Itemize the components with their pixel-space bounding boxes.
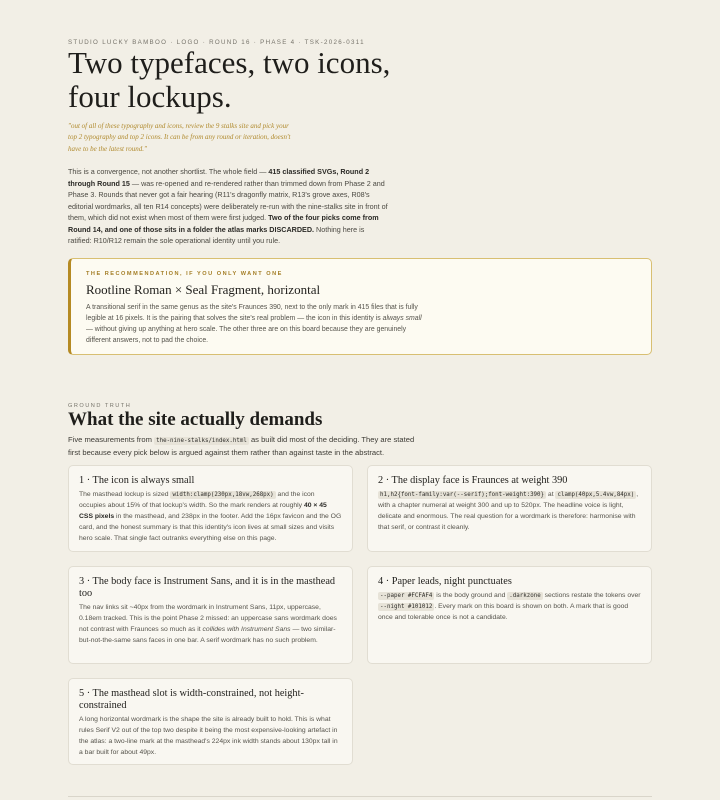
ground-truth-title: What the site actually demands bbox=[68, 409, 323, 430]
demand-card-icon-small bbox=[68, 465, 353, 552]
ground-truth-eyebrow: GROUND TRUTH bbox=[68, 403, 132, 409]
ground-truth-intro: Five measurements from the-nine-stalks/index.html as built did most of the deciding. They are stated first because every pick below is argued against them rather than against taste in the abstract. bbox=[68, 435, 415, 457]
demand-card-display-face bbox=[367, 465, 652, 552]
card-title: 2 · The display face is Fraunces at weight 390 bbox=[378, 475, 568, 486]
card-title: 4 · Paper leads, night punctuates bbox=[378, 576, 512, 587]
recommendation-body: A transitional serif in the same genus as the site's Fraunces 390, next to the only mark in 415 files that is fully legible at 16 pixels. It is the pairing that solves the site's real problem — the icon in this identity is always small — without giving up anything at hero scale. The other three are on this board because they are genuinely different answers, not to pad the choice. bbox=[86, 304, 422, 344]
demand-card-paper-night bbox=[367, 566, 652, 664]
card-title: 3 · The body face is Instrument Sans, and it is in the masthead too bbox=[79, 576, 336, 599]
card-title: 1 · The icon is always small bbox=[79, 475, 195, 486]
card-body: A long horizontal wordmark is the shape the site is already built to hold. This is what rules Serif V2 out of the top two despite it being the most expensive-looking artefact in the atlas: a two-line mark at the masthead's 224px ink width stands about 130px tall in a bar built for about 49px. bbox=[79, 716, 338, 756]
intro-paragraph: This is a convergence, not another shortlist. The whole field — 415 classified SVGs, Round 2 through Round 15 — was re-opened and re-rendered rather than trimmed down from Phase 2 and Phase 3. Rounds that never got a fair hearing (R11's dragonfly matrix, R13's grove axes, R08's editorial wordmarks, all ten R14 concepts) were deliberately re-run with the nine-stalks site in front of them, which did not exist when most of them were first judged. Two of the four picks come from Round 14, and one of those sits in a folder the atlas marks DISCARDED. Nothing here is ratified: R10/R12 remain the sole operational identity until you rule. bbox=[68, 167, 388, 245]
recommendation-title: Rootline Roman × Seal Fragment, horizontal bbox=[86, 282, 321, 297]
page-title: Two typefaces, two icons, four lockups. bbox=[68, 45, 391, 114]
demand-card-body-face bbox=[68, 566, 353, 664]
recommendation-callout bbox=[68, 258, 652, 355]
card-body: --paper #FCFAF4 is the body ground and .darkzone sections restate the tokens over --night #101012 . Every mark on this board is shown on both. A mark that is good once and tolerable once is not a candidate. bbox=[378, 592, 641, 621]
project-eyebrow: STUDIO LUCKY BAMBOO · LOGO · ROUND 16 · PHASE 4 · TSK-2026-0311 bbox=[68, 39, 365, 46]
recommendation-eyebrow: THE RECOMMENDATION, IF YOU ONLY WANT ONE bbox=[86, 271, 283, 277]
client-quote: "out of all of these typography and icons, review the 9 stalks site and pick your top 2 typography and top 2 icons. It can be from any round or iteration, doesn't have to be the latest round." bbox=[68, 122, 291, 153]
card-body: The masthead lockup is sized width:clamp(230px,18vw,268px) and the icon occupies about 15% of that lockup's width. So the mark renders at roughly 40 × 45 CSS pixels in the masthead, and 238px in the footer. Add the 16px favicon and the OG card, and the honest summary is that this identity's icon lives at small sizes and visits hero scale. That single fact outranks everything else on this page. bbox=[79, 491, 342, 542]
card-title: 5 · The masthead slot is width-constrained, not height-constrained bbox=[79, 688, 304, 711]
section-divider bbox=[68, 796, 652, 797]
demand-card-masthead-slot bbox=[68, 678, 353, 765]
card-body: The nav links sit ~40px from the wordmark in Instrument Sans, 11px, uppercase, 0.18em tracked. This is the point Phase 2 missed: an uppercase sans wordmark does not contrast with Fraunces so much as it collides with Instrument Sans — two similar-but-not-the-same sans faces in one bar. A serif wordmark has no such problem. bbox=[79, 604, 337, 644]
card-body: h1,h2{font-family:var(--serif);font-weight:390} at clamp(40px,5.4vw,84px) , with a chapter numeral at weight 300 and up to 520px. The headline voice is light, delicate and enormous. The real question for a wordmark is therefore: harmonise with that serif, or contrast it cleanly. bbox=[378, 491, 639, 531]
